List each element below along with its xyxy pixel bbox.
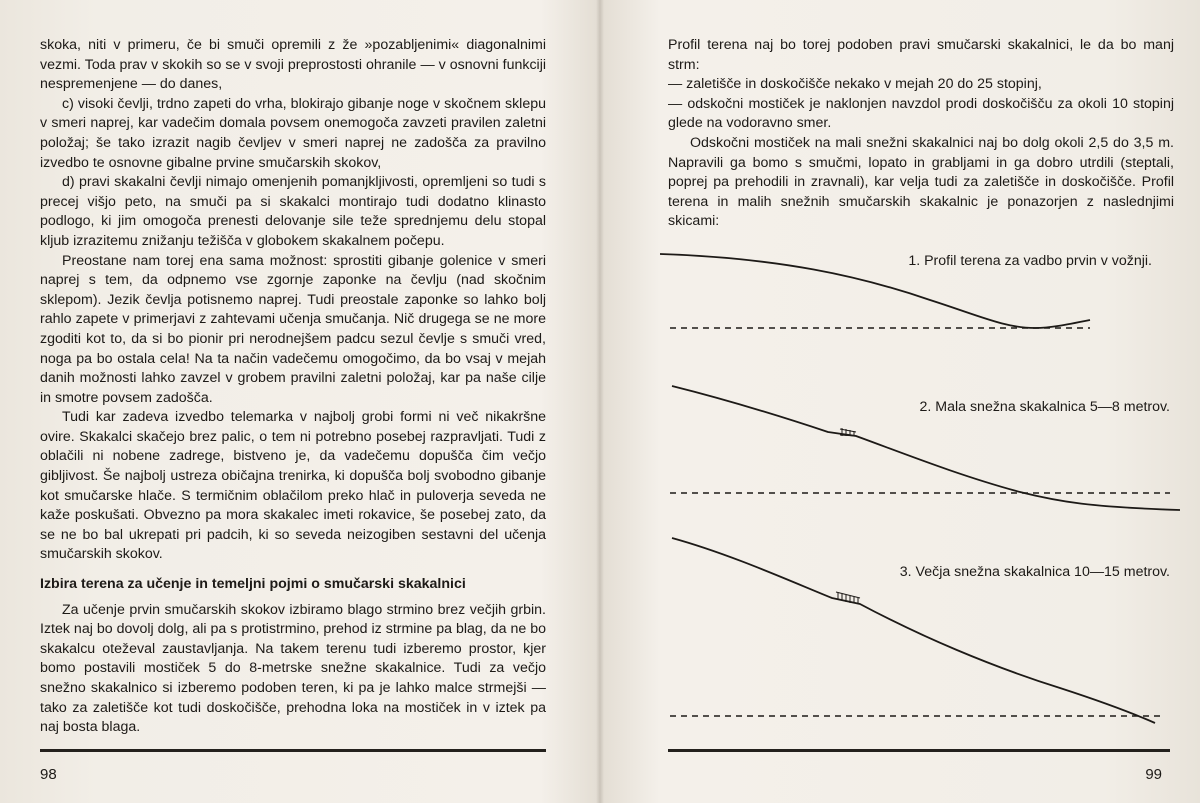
right-page-text bbox=[668, 36, 1174, 232]
figure-caption-1: 1. Profil terena za vadbo prvin v vožnji. bbox=[908, 253, 1152, 269]
paragraph: Tudi kar zadeva izvedbo telemarka v najbolj grobi formi ni več nikakršne ovire. Skakalci skačejo brez palic, o tem ni potrebno posebej razpravljati. Tudi z oblačili ni nobene zadrege, bistveno je, da vadečemu dopušča čim večjo gibljivost. Še najbolj ustreza običajna trenirka, ki dopušča bolj svobodno gibanje kot smučarske hlače. S termičnim oblačilom preko hlač in puloverja seveda ne kaže poskušati. Obvezno pa mora skakalec imeti rokavice, še posebej zato, da se ne bo bal ukrepati pri padcih, ki so seveda neizogiben sestavni del učenja smučarskih skokov. bbox=[40, 409, 546, 563]
paragraph: Preostane nam torej ena sama možnost: sprostiti gibanje golenice v smeri naprej s tem, da odpnemo vse zgornje zaponke na čevlju (nad skočnim sklepom). Jezik čevlja potisnemo naprej. Tudi preostale zaponke so lahko bolj rahlo zapete v primerjavi z zahtevami učenja smučanja. Nič drugega se ne more zgoditi kot to, da si bo pionir pri nerodnejšem padcu sezul čevlje s smuči vred, noga pa bo ostala cela! Na ta način vadečemu omogočimo, da bo vsaj v mejah danih možnosti lahko zavzel v grobem pravilni zaletni položaj, kar pa naše cilje in smotre povsem zadošča. bbox=[40, 252, 546, 406]
right-page bbox=[602, 0, 1200, 803]
ski-jump-profiles-svg bbox=[660, 236, 1180, 736]
page-rule bbox=[668, 749, 1170, 752]
list-item: — odskočni mostiček je naklonjen navzdol prodi doskočišču za okoli 10 stopinj glede na vodoravno smer. bbox=[668, 95, 1174, 132]
paragraph: d) pravi skakalni čevlji nimajo omenjenih pomanjkljivosti, opremljeni so tudi s precej višjo peto, na smuči pa si skakalci montirajo tudi dodatno klinasto podlogo, ki jim omogoča prenesti delovanje sile teže sprednjemu delu stopal kljub izrazitemu znižanju težišča v globokem skakalnem počepu. bbox=[40, 174, 546, 249]
section-heading: Izbira terena za učenje in temeljni pojmi o smučarski skakalnici bbox=[40, 576, 466, 593]
figure-caption-3: 3. Večja snežna skakalnica 10—15 metrov. bbox=[899, 564, 1170, 580]
paragraph: c) visoki čevlji, trdno zapeti do vrha, blokirajo gibanje noge v skočnem sklepu v smeri naprej, kar vadečim domala povsem onemogoča zavzeti pravilen zaletni položaj; še tako izrazit nagib čevljev v smeri naprej ne zadošča za pravilno izvedbo te osnovne gibalne prvine smučarskih skokov, bbox=[40, 95, 546, 171]
paragraph: Za učenje prvin smučarskih skokov izbiramo blago strmino brez večjih grbin. Iztek naj bo dovolj dolg, ali pa s protistrmino, prehod iz strmine pa blag, da ne bo skakalcu oteževal zaustavljanja. Na takem terenu tudi izberemo prostor, kjer bomo postavili mostiček 5 do 8-metrske snežne skakalnice. Tudi za večjo snežno skakalnico si izberemo podoben teren, ki pa je lahko malce strmejši — tako za zaletišče kot tudi doskočišče, prehodna loka na mostiček in v iztek pa naj bosta blaga. bbox=[40, 601, 546, 736]
left-page-text bbox=[40, 36, 546, 738]
paragraph: skoka, niti v primeru, če bi smuči opremili z že »pozabljenimi« diagonalnimi vezmi. Toda prav v skokih so se v svoji preprostosti ohranile — v osnovni funkciji nespremenjene — do danes, bbox=[40, 37, 546, 93]
ski-jump-profiles-figure bbox=[660, 236, 1180, 736]
list-item: — zaletišče in doskočišče nekako v mejah 20 do 25 stopinj, bbox=[668, 76, 1042, 93]
paragraph: Profil terena naj bo torej podoben pravi smučarski skakalnici, le da bo manj strm: bbox=[668, 37, 1174, 73]
page-number: 98 bbox=[40, 766, 57, 783]
paragraph: Odskočni mostiček na mali snežni skakalnici naj bo dolg okoli 2,5 do 3,5 m. Napravili ga bomo s smučmi, lopato in grabljami in ga dobro utrdili (steptali, poprej pa prehodili in zravnali), kar velja tudi za zaletišče in doskočišče. Profil terena in malih snežnih smučarskih skakalnic je ponazorjen z naslednjimi skicami: bbox=[668, 134, 1174, 230]
page-rule bbox=[40, 749, 546, 752]
figure-caption-2: 2. Mala snežna skakalnica 5—8 metrov. bbox=[919, 399, 1170, 415]
page-number: 99 bbox=[1145, 766, 1162, 783]
left-page bbox=[0, 0, 598, 803]
